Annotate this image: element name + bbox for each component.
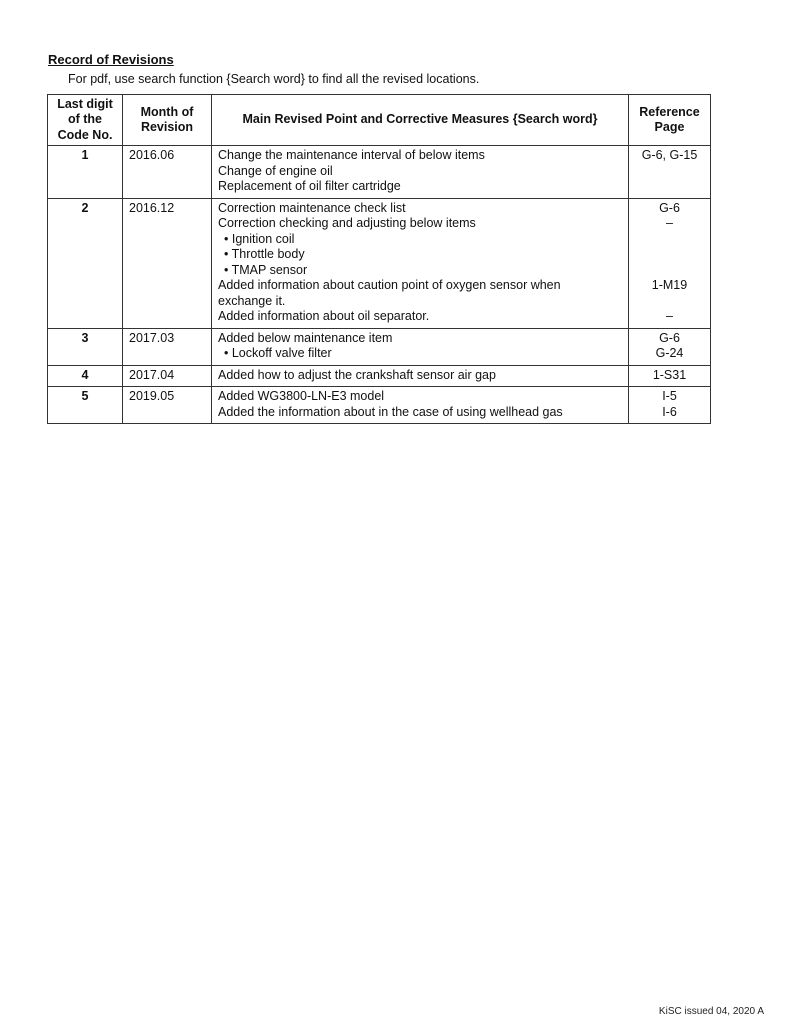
table-row (48, 328, 711, 365)
table-row (48, 387, 711, 424)
revised-point-cell (212, 198, 629, 328)
bullet-item: • Lockoff valve filter (224, 346, 332, 360)
reference-page-cell (629, 365, 711, 387)
reference-page-cell (629, 328, 711, 365)
header-main-revised-point: Main Revised Point and Corrective Measures {Search word} (212, 95, 629, 146)
issue-footer: KiSC issued 04, 2020 A (658, 1006, 764, 1017)
revision-line: Added the information about in the case of using wellhead gas (218, 404, 563, 419)
revision-line: Added how to adjust the crankshaft sensor air gap (218, 367, 496, 382)
revision-table-body (48, 146, 711, 424)
code-digit-cell: 4 (48, 365, 123, 387)
reference-page-cell (629, 198, 711, 328)
bullet-item: • Ignition coil (224, 231, 295, 246)
code-digit-cell: 1 (48, 146, 123, 199)
reference-page: – (666, 309, 673, 323)
reference-page: I-5 (662, 389, 677, 403)
reference-page: G-6 (659, 200, 680, 215)
reference-page (635, 247, 704, 263)
page-title: Record of Revisions (48, 52, 174, 67)
bullet-item: • Throttle body (224, 247, 305, 261)
revision-line: Change of engine oil (218, 163, 333, 178)
revision-line: Added WG3800-LN-E3 model (218, 389, 385, 403)
reference-page (635, 294, 704, 310)
revision-line: Added below maintenance item (218, 330, 393, 345)
reference-page (635, 164, 704, 180)
revision-month-cell: 2017.03 (123, 328, 212, 365)
revision-month-cell: 2019.05 (123, 387, 212, 424)
table-row (48, 198, 711, 328)
code-digit-cell: 3 (48, 328, 123, 365)
revision-month-cell: 2017.04 (123, 365, 212, 387)
revised-point-cell (212, 146, 629, 199)
header-month-line: Month of (140, 104, 194, 119)
header-code-no (48, 95, 123, 146)
revision-month-cell: 2016.06 (123, 146, 212, 199)
revised-point-cell (212, 365, 629, 387)
reference-page-cell (629, 387, 711, 424)
bullet-item: • TMAP sensor (224, 262, 308, 277)
reference-page: G-6 (659, 330, 680, 345)
header-code-line: Last digit (57, 96, 113, 111)
revised-point-cell (212, 387, 629, 424)
reference-page-cell (629, 146, 711, 199)
header-ref-line: Page (654, 120, 685, 134)
table-row (48, 365, 711, 387)
reference-page (635, 263, 704, 279)
revision-line: Correction maintenance check list (218, 200, 406, 215)
revision-month-cell: 2016.12 (123, 198, 212, 328)
header-month-line: Revision (140, 120, 194, 134)
search-instruction: For pdf, use search function {Search word} to find all the revised locations. (68, 72, 480, 86)
header-code-line: Code No. (57, 127, 113, 142)
reference-page: G-6, G-15 (641, 148, 698, 162)
table-row (48, 146, 711, 199)
revision-line: Change the maintenance interval of below items (218, 148, 485, 162)
revision-line: exchange it. (218, 293, 286, 308)
table-header-row (48, 95, 711, 146)
reference-page: 1-S31 (652, 367, 687, 382)
reference-page: I-6 (662, 404, 677, 419)
revision-line: Added information about caution point of oxygen sensor when (218, 278, 561, 292)
header-month (123, 95, 212, 146)
header-ref-line: Reference (639, 104, 700, 119)
reference-page (635, 179, 704, 195)
revision-table (47, 94, 711, 424)
reference-page (635, 232, 704, 248)
revised-point-cell (212, 328, 629, 365)
code-digit-cell: 5 (48, 387, 123, 424)
revision-line: Replacement of oil filter cartridge (218, 179, 401, 193)
revision-line: Correction checking and adjusting below items (218, 216, 476, 230)
reference-page: 1-M19 (651, 278, 688, 292)
reference-page: – (666, 216, 673, 230)
reference-page: G-24 (655, 346, 684, 360)
code-digit-cell: 2 (48, 198, 123, 328)
header-reference-page (629, 95, 711, 146)
header-code-line: of the (67, 112, 103, 127)
revision-line: Added information about oil separator. (218, 309, 430, 323)
